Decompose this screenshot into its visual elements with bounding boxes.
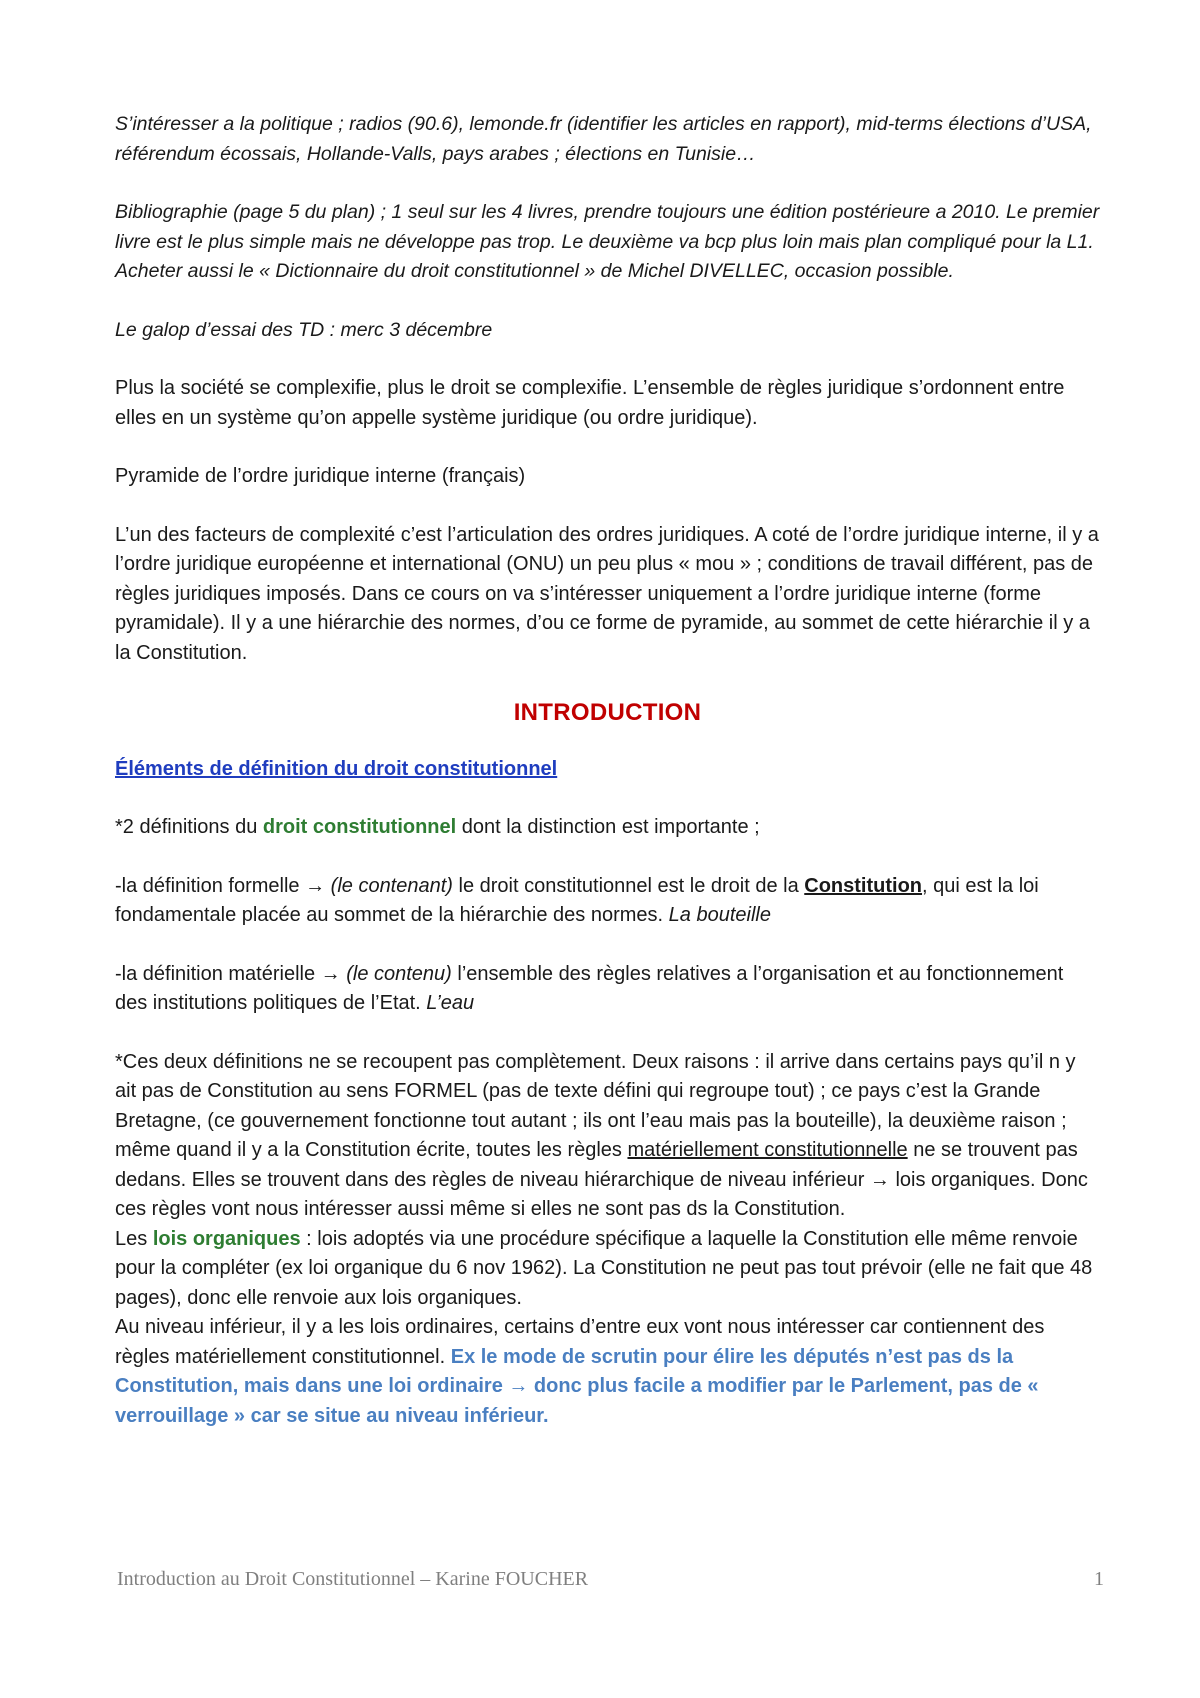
term-materiellement-constitutionnelle: matériellement constitutionnelle xyxy=(627,1139,908,1161)
text: l’ensemble des règles relatives a l’organisation et au fonctionnement des institutions politiques de l’Etat. xyxy=(115,962,1064,1014)
introduction-title: INTRODUCTION xyxy=(513,699,702,726)
note-politics: S’intéresser a la politique ; radios (90.6), lemonde.fr (identifier les articles en rapport), mid-terms élections d’USA, référendum écossais, Hollande-Valls, pays arabes ; élections en Tunisie… xyxy=(115,113,1092,165)
text: *2 définitions du xyxy=(115,816,263,838)
note-dictionary: Acheter aussi le « Dictionnaire du droit constitutionnel » de Michel DIVELLEC, occasion possible. xyxy=(115,260,954,282)
page-footer xyxy=(117,1568,1104,1591)
text: *Ces deux définitions ne se recoupent pas complètement. Deux raisons : il arrive dans certains pays qu’il n y ait pas de Constitution au sens FORMEL (pas de texte défini qui regroupe tout) ; ce pays c’est la Grande Bretagne, (ce gouvernement fonctionne tout autant ; ils ont l’eau mais pas la bouteille), la deuxième raison ; même quand il y a la Constitution écrite, toutes les règles xyxy=(115,1050,1076,1161)
paragraph-recoupement xyxy=(115,1048,1100,1225)
note-bibliography: Bibliographie (page 5 du plan) ; 1 seul sur les 4 livres, prendre toujours une édition postérieure a 2010. Le premier livre est le plus simple mais ne développe pas trop. Le deuxième va bcp plus loin mais plan compliqué pour la L1. xyxy=(115,201,1100,253)
contenant-label: (le contenant) xyxy=(330,874,453,897)
text: Les xyxy=(115,1227,153,1250)
paragraph-lois-ordinaires xyxy=(115,1313,1100,1431)
note-galop: Le galop d’essai des TD : merc 3 décembre xyxy=(115,318,493,341)
text: : lois adoptés via une procédure spécifique a laquelle la Constitution elle même renvoie pour la compléter (ex loi organique du 6 nov 1962). La Constitution ne peut pas tout prévoir (elle ne fait que 48 pages), donc elle renvoie aux lois organiques. xyxy=(115,1227,1093,1309)
bouteille-label: La bouteille xyxy=(668,904,771,926)
text: ne se trouvent pas dedans. Elles se trouvent dans des règles de niveau hiérarchique de niveau inférieur → lois organiques. Donc ces règles vont nous intéresser aussi même si elles ne sont pas ds la Constitution. xyxy=(115,1139,1088,1220)
text: dont la distinction est importante ; xyxy=(456,816,760,838)
paragraph-pyramide: Pyramide de l’ordre juridique interne (français) xyxy=(115,465,526,487)
eau-label: L’eau xyxy=(426,992,475,1014)
text: -la définition formelle → xyxy=(115,874,331,897)
page-number: 1 xyxy=(1094,1568,1104,1590)
paragraph-lois-organiques xyxy=(115,1225,1100,1314)
section-heading-wrapper xyxy=(115,755,1100,785)
page-content xyxy=(115,110,1100,1431)
text: -la définition matérielle → xyxy=(115,962,347,985)
text: le droit constitutionnel est le droit de la xyxy=(452,874,805,897)
term-droit-constitutionnel: droit constitutionnel xyxy=(262,816,457,838)
paragraph-complexite: L’un des facteurs de complexité c’est l’articulation des ordres juridiques. A coté de l’ordre juridique interne, il y a l’ordre juridique européenne et international (ONU) un peu plus « mou » ; conditions de travail différent, pas de règles juridiques imposés. Dans ce cours on va s’intéresser uniquement a l’ordre juridique interne (forme pyramidale). Il y a une hiérarchie des normes, d’ou ce forme de pyramide, au sommet de cette hiérarchie il y a la Constitution. xyxy=(115,523,1099,664)
text: , qui est la loi fondamentale placée au sommet de la hiérarchie des normes. xyxy=(115,874,1039,926)
section-heading: Éléments de définition du droit constitutionnel xyxy=(115,757,558,780)
paragraph-systeme-juridique: Plus la société se complexifie, plus le droit se complexifie. L’ensemble de règles juridique s’ordonnent entre elles en un système qu’on appelle système juridique (ou ordre juridique). xyxy=(115,377,1065,429)
text: Au niveau inférieur, il y a les lois ordinaires, certains d’entre eux vont nous intéresser car contiennent des règles matériellement constitutionnel. xyxy=(115,1316,1045,1368)
term-lois-organiques: lois organiques xyxy=(152,1227,301,1250)
paragraph-definition-materielle xyxy=(115,960,1100,1019)
paragraph-deux-definitions xyxy=(115,813,1100,843)
footer-title: Introduction au Droit Constitutionnel – Karine FOUCHER xyxy=(117,1568,589,1590)
example-mode-de-scrutin: Ex le mode de scrutin pour élire les députés n’est pas ds la Constitution, mais dans une loi ordinaire → donc plus facile a modifier par le Parlement, pas de « verrouillage » car se situe au niveau inférieur. xyxy=(115,1345,1039,1427)
paragraph-definition-formelle xyxy=(115,872,1100,931)
contenu-label: (le contenu) xyxy=(346,962,452,985)
term-constitution: Constitution xyxy=(804,874,923,897)
